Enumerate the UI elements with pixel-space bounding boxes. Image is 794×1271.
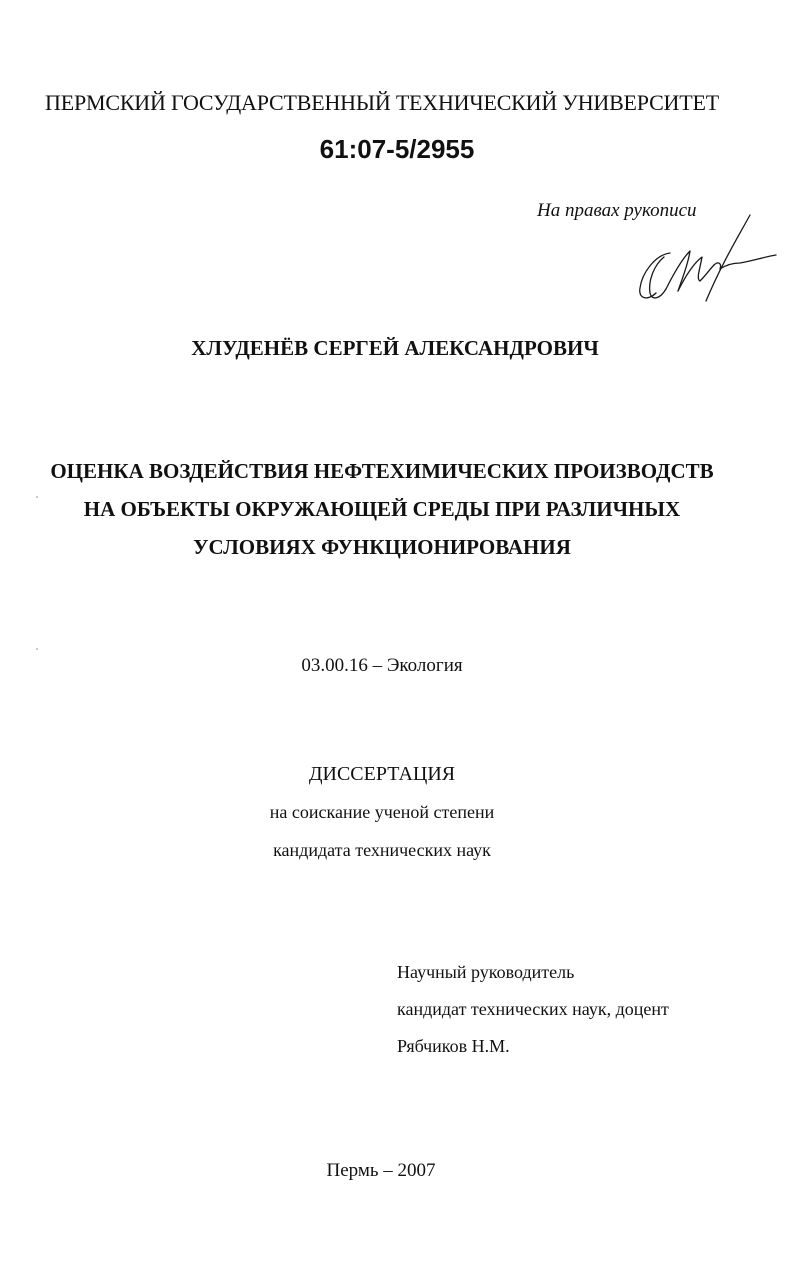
specialty: 03.00.16 – Экология — [301, 655, 463, 676]
author-name: ХЛУДЕНЁВ СЕРГЕЙ АЛЕКСАНДРОВИЧ — [191, 336, 599, 360]
title-line-3: УСЛОВИЯХ ФУНКЦИОНИРОВАНИЯ — [193, 535, 571, 559]
place-and-year: Пермь – 2007 — [326, 1160, 436, 1181]
university-name: ПЕРМСКИЙ ГОСУДАРСТВЕННЫЙ ТЕХНИЧЕСКИЙ УНИВЕРСИТЕТ — [45, 90, 719, 115]
catalog-code: 61:07-5/2955 — [319, 134, 475, 164]
advisor-rank: кандидат технических наук, доцент — [397, 999, 669, 1019]
advisor-block — [397, 954, 669, 1065]
title-line-1: ОЦЕНКА ВОЗДЕЙСТВИЯ НЕФТЕХИМИЧЕСКИХ ПРОИЗВОДСТВ — [50, 459, 714, 483]
scan-speck — [36, 648, 38, 650]
document-type: ДИССЕРТАЦИЯ — [308, 763, 456, 785]
degree-line-2: кандидата технических наук — [273, 840, 491, 860]
degree-line-1: на соискание ученой степени — [269, 802, 495, 822]
advisor-role: Научный руководитель — [397, 962, 575, 982]
rights-note: На правах рукописи — [537, 200, 697, 221]
advisor-name: Рябчиков Н.М. — [397, 1036, 510, 1056]
handwritten-signature — [630, 213, 780, 308]
scan-speck — [36, 496, 38, 498]
dissertation-title — [0, 452, 764, 566]
title-line-2: НА ОБЪЕКТЫ ОКРУЖАЮЩЕЙ СРЕДЫ ПРИ РАЗЛИЧНЫХ — [83, 497, 681, 521]
